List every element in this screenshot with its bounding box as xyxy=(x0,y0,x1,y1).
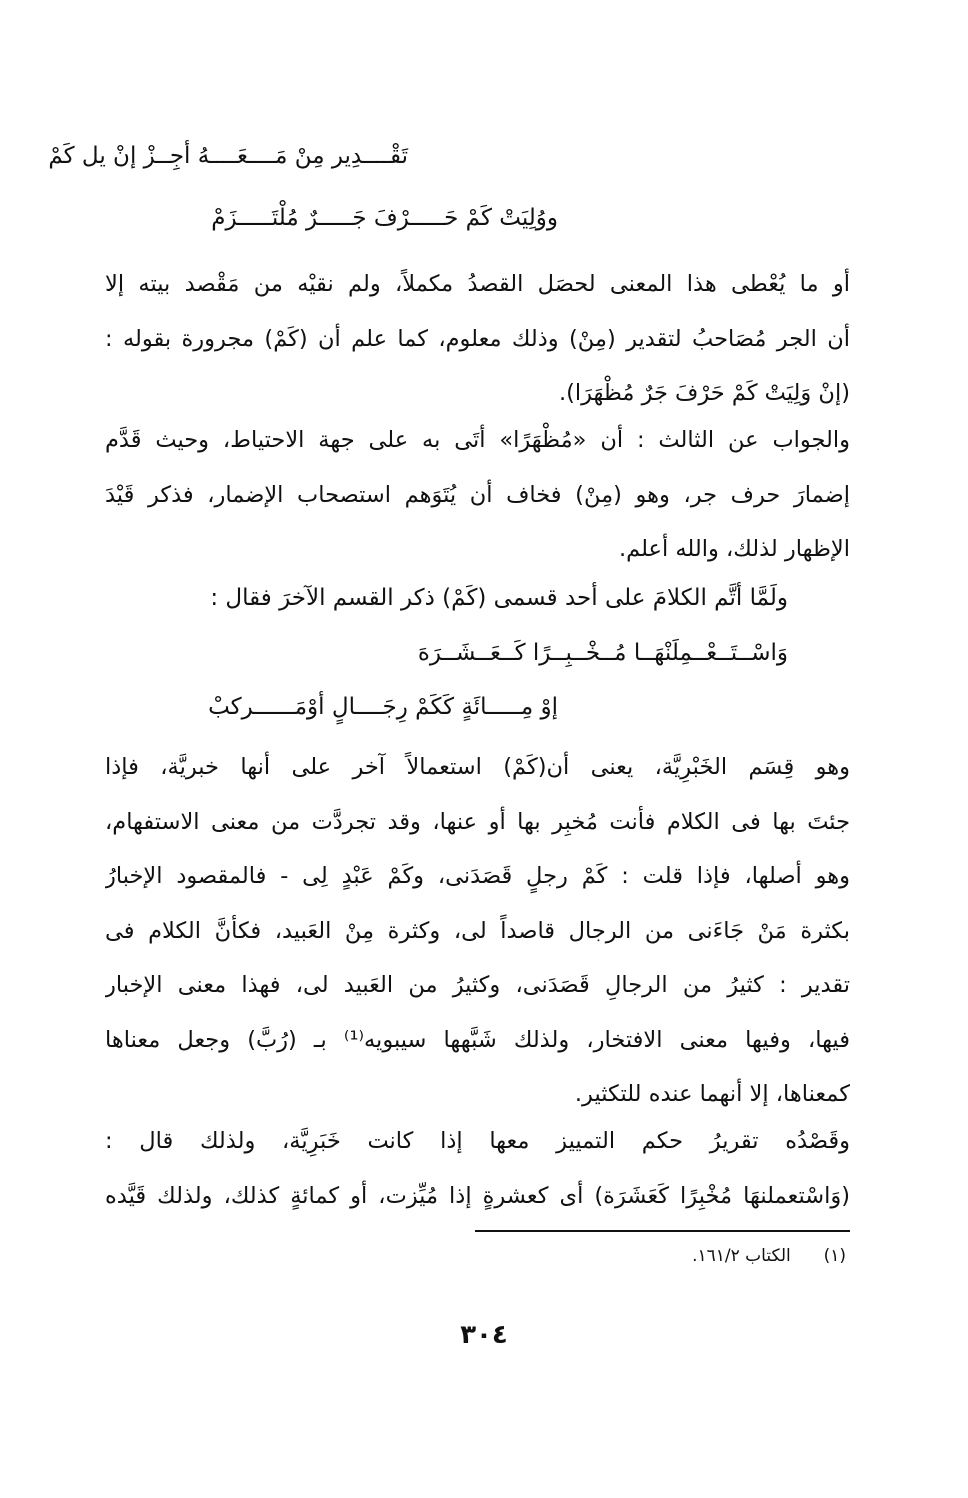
paragraph-line: والجواب عن الثالث : أن «مُظْهَرًا» أتَى به على جهة الاحتياط، وحيث قَدَّم xyxy=(105,427,850,453)
paragraph-line: كمعناها، إلا أنهما عنده للتكثير. xyxy=(574,1081,850,1107)
paragraph-1 xyxy=(105,257,850,421)
paragraph-line: أن الجر مُصَاحبُ لتقدير (مِنْ) وذلك معلوم، كما علم أن (كَمْ) مجرورة بقوله : xyxy=(105,325,850,352)
footnote xyxy=(692,1246,846,1266)
paragraph-line: الإظهار لذلك، والله أعلم. xyxy=(618,536,850,562)
footnote-marker: (١) xyxy=(823,1246,846,1266)
paragraph-4 xyxy=(105,1114,850,1223)
paragraph-line: أو ما يُعْطى هذا المعنى لحصَل القصدُ مكملاً، ولم نقيْه من مَقْصد بيته إلا xyxy=(105,271,850,297)
paragraph-line: (وَاسْتعملنهَا مُخْبِرًا كَعَشَرَة) أى كعشرةٍ إذا مُيِّزت، أو كمائةٍ كذلك، ولذلك قَيَّده xyxy=(105,1182,850,1209)
paragraph-line: وهو قِسَم الخَبْرِيَّة، يعنى أن(كَمْ) استعمالاً آخر على أنها خبريَّة، فإذا xyxy=(105,754,850,780)
verse-1-line-1: تَقْــــدِير مِنْ مَــــعَــــهُ أجِــزْ إنْ يل كَمْ xyxy=(48,143,408,169)
paragraph-line: جئتَ بها فى الكلام فأنت مُخبِر بها أو عنها، وقد تجردَّت من معنى الاستفهام، xyxy=(105,808,850,835)
verse-2-line-1: وَاسْــتَــعْــمِلَنْهَــا مُــخْــبِــرًا كَــعَــشَــرَهَ xyxy=(417,640,788,666)
verse-1-line-2: ووُلِيَتْ كَمْ حَـــــرْفَ جَـــــرٌ مُلْتَـــــزَمْ xyxy=(211,205,558,231)
verse-2-line-2: إوْ مِـــــائَةٍ كَكَمْ رِجَــــالٍ أوْمَــــــركبْ xyxy=(208,694,558,720)
footnote-divider xyxy=(475,1230,850,1232)
paragraph-line: وهو أصلها، فإذا قلت : كَمْ رجلٍ قَصَدَنى، وكَمْ عَبْدٍ لِى - فالمقصود الإخبارُ xyxy=(105,863,850,889)
intro-line: ولَمَّا أتَّم الكلامَ على أحد قسمى (كَمْ) ذكر القسم الآخرَ فقال : xyxy=(210,585,788,611)
paragraph-line: إضمارَ حرف جر، وهو (مِنْ) فخاف أن يُتَوَهم استصحاب الإضمار، فذكر قَيْدَ xyxy=(105,481,850,508)
paragraph-line: تقدير : كثيرُ من الرجالِ قَصَدَنى، وكثيرُ من العَبيد لى، فهذا معنى الإخبار xyxy=(105,972,850,998)
paragraph-line: بكثرة مَنْ جَاءَنى من الرجال قاصداً لى، وكثرة مِنْ العَبيد، فكأنَّ الكلام فى xyxy=(105,917,850,944)
footnote-text: الكتاب ١٦١/٢. xyxy=(692,1246,791,1266)
paragraph-line: وقَصْدُه تقريرُ حكم التمييز معها إذا كانت خَبَرِيَّة، ولذلك قال : xyxy=(105,1128,850,1154)
paragraph-line: فيها، وفيها معنى الافتخار، ولذلك شَبَّهها سيبويه⁽¹⁾ بـ (رُبَّ) وجعل معناها xyxy=(105,1026,850,1053)
paragraph-2 xyxy=(105,413,850,577)
paragraph-3 xyxy=(105,740,850,1122)
page-number: ٣٠٤ xyxy=(460,1320,508,1350)
paragraph-line: (إنْ وَلِيَتْ كَمْ حَرْفَ جَرٌ مُظْهَرَا). xyxy=(558,380,850,406)
